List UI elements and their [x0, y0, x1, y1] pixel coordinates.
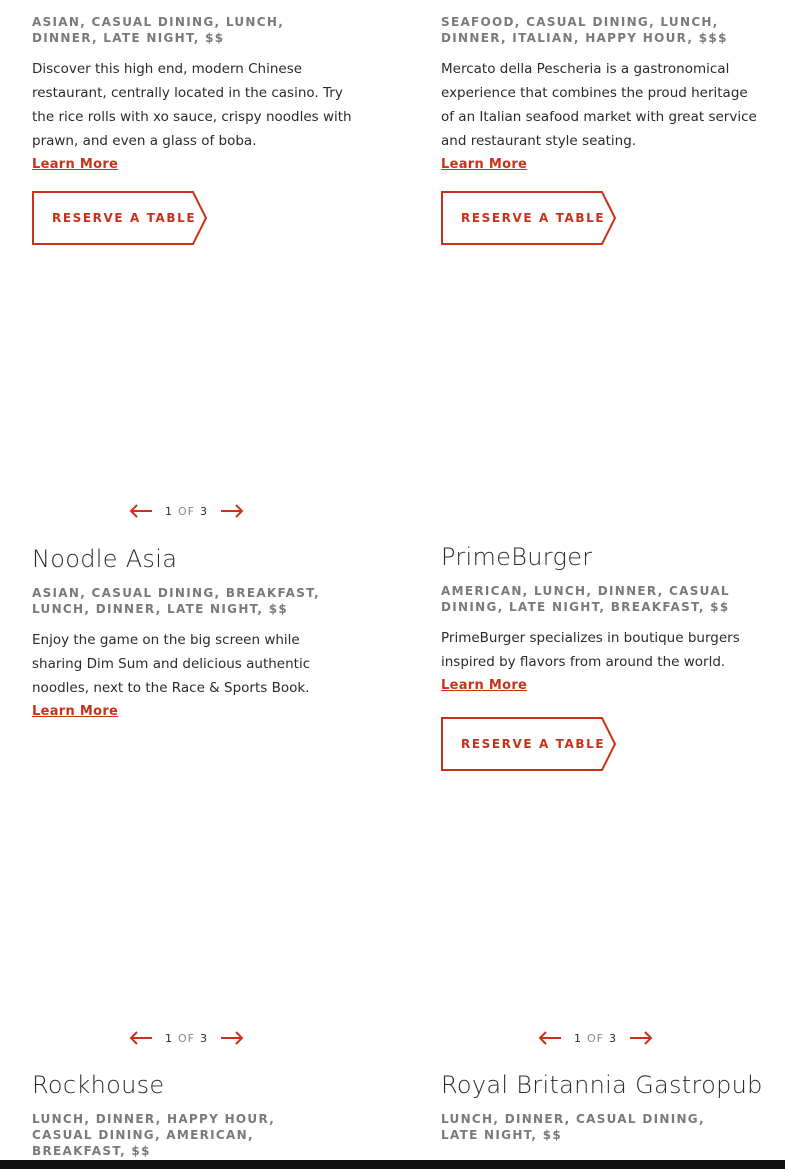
- restaurant-description: PrimeBurger specializes in boutique burgers inspired by flavors from around the world.: [441, 630, 740, 670]
- pager-of: OF: [178, 1031, 195, 1045]
- pager-count: [165, 1032, 208, 1045]
- pager-current: 1: [165, 1031, 173, 1045]
- restaurant-card: [32, 544, 352, 719]
- carousel-pager: [129, 501, 244, 521]
- arrow-left-icon[interactable]: [538, 1030, 562, 1046]
- restaurant-title: Rockhouse: [32, 1071, 165, 1099]
- reserve-table-button[interactable]: [441, 191, 617, 245]
- pager-total: 3: [200, 1031, 208, 1045]
- pager-count: [165, 505, 208, 518]
- learn-more-link[interactable]: Learn More: [441, 678, 528, 693]
- learn-more-link[interactable]: Learn More: [441, 157, 528, 172]
- restaurant-tags: ASIAN, CASUAL DINING, BREAKFAST, LUNCH, DINNER, LATE NIGHT, $$: [32, 586, 320, 616]
- restaurant-tags: AMERICAN, LUNCH, DINNER, CASUAL DINING, LATE NIGHT, BREAKFAST, $$: [441, 584, 730, 614]
- footer-bar: [0, 1160, 785, 1169]
- restaurant-card: [441, 1070, 761, 1143]
- restaurant-description: Mercato della Pescheria is a gastronomical experience that combines the proud heritage of an Italian seafood market with great service and restaurant style seating.: [441, 61, 757, 149]
- restaurant-tags: LUNCH, DINNER, CASUAL DINING, LATE NIGHT, $$: [441, 1112, 705, 1142]
- pager-count: [574, 1032, 617, 1045]
- learn-more-link[interactable]: Learn More: [32, 704, 119, 719]
- restaurant-card: [32, 1070, 352, 1159]
- reserve-button-label: RESERVE A TABLE: [461, 211, 606, 225]
- reserve-table-button[interactable]: [32, 191, 208, 245]
- restaurant-tags: LUNCH, DINNER, HAPPY HOUR, CASUAL DINING, AMERICAN, BREAKFAST, $$: [32, 1112, 276, 1158]
- restaurant-title: Noodle Asia: [32, 545, 178, 573]
- pager-of: OF: [587, 1031, 604, 1045]
- reserve-table-button[interactable]: [441, 717, 617, 771]
- pager-current: 1: [165, 504, 173, 518]
- learn-more-link[interactable]: Learn More: [32, 157, 119, 172]
- arrow-right-icon[interactable]: [629, 1030, 653, 1046]
- restaurant-card: [441, 10, 761, 172]
- restaurant-description: Enjoy the game on the big screen while sharing Dim Sum and delicious authentic noodles, next to the Race & Sports Book.: [32, 632, 311, 696]
- reserve-button-label: RESERVE A TABLE: [461, 737, 606, 751]
- restaurant-card: [32, 10, 352, 172]
- arrow-left-icon[interactable]: [129, 503, 153, 519]
- arrow-right-icon[interactable]: [220, 503, 244, 519]
- pager-total: 3: [200, 504, 208, 518]
- pager-current: 1: [574, 1031, 582, 1045]
- restaurant-title: PrimeBurger: [441, 543, 593, 571]
- reserve-button-label: RESERVE A TABLE: [52, 211, 197, 225]
- carousel-pager: [538, 1028, 653, 1048]
- arrow-left-icon[interactable]: [129, 1030, 153, 1046]
- arrow-right-icon[interactable]: [220, 1030, 244, 1046]
- pager-of: OF: [178, 504, 195, 518]
- restaurant-title: Royal Britannia Gastropub: [441, 1071, 763, 1099]
- restaurant-description: Discover this high end, modern Chinese restaurant, centrally located in the casino. Try the rice rolls with xo sauce, crispy noodles with prawn, and even a glass of boba.: [32, 61, 352, 149]
- restaurant-tags: ASIAN, CASUAL DINING, LUNCH, DINNER, LATE NIGHT, $$: [32, 15, 285, 45]
- restaurant-card: [441, 542, 761, 693]
- pager-total: 3: [609, 1031, 617, 1045]
- restaurant-tags: SEAFOOD, CASUAL DINING, LUNCH, DINNER, ITALIAN, HAPPY HOUR, $$$: [441, 15, 728, 45]
- carousel-pager: [129, 1028, 244, 1048]
